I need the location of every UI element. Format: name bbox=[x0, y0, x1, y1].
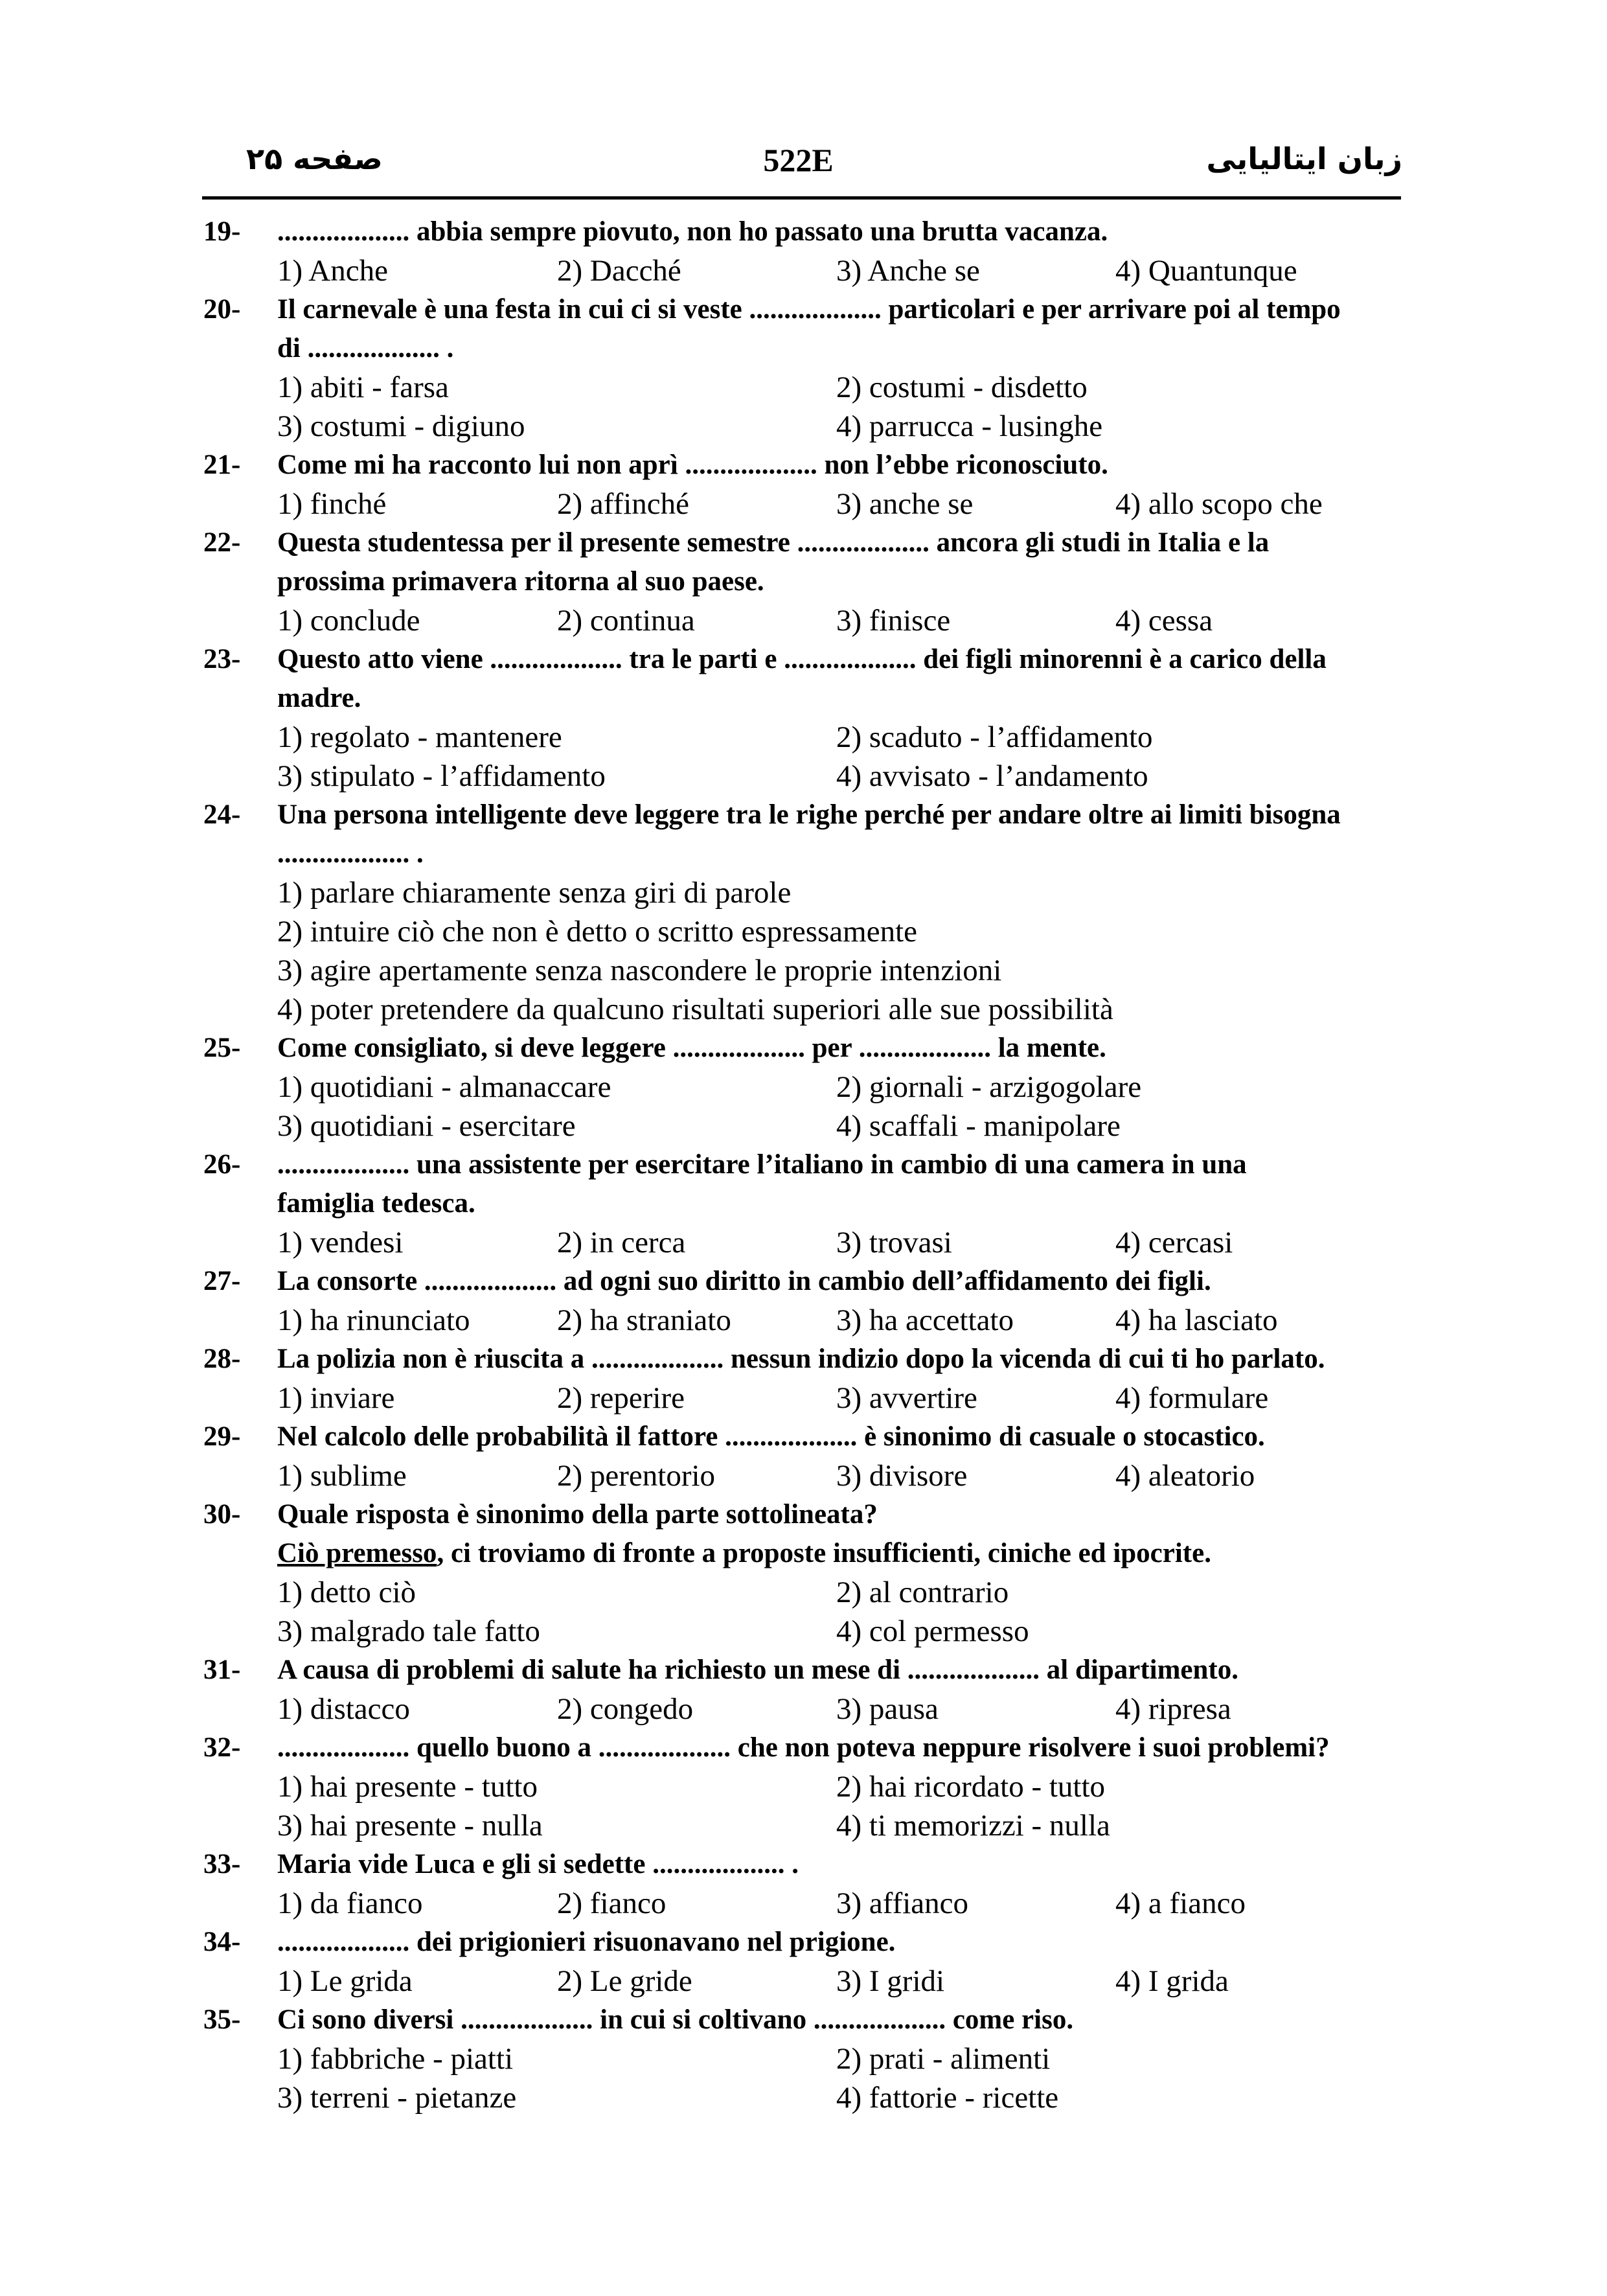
questions-list bbox=[203, 212, 1402, 2117]
options-row bbox=[203, 1573, 1402, 1612]
question-number: 33- bbox=[203, 1849, 241, 1879]
option-1[interactable]: 1) quotidiani - almanaccare bbox=[277, 1070, 611, 1104]
option-4[interactable]: 4) scaffali - manipolare bbox=[836, 1109, 1121, 1143]
options-row bbox=[203, 1690, 1402, 1728]
option-3[interactable]: 3) pausa bbox=[836, 1692, 939, 1726]
option-4[interactable]: 4) ripresa bbox=[1115, 1692, 1231, 1726]
question-number: 34- bbox=[203, 1927, 241, 1957]
options-row bbox=[203, 1301, 1402, 1340]
question-number: 23- bbox=[203, 644, 241, 674]
options-row bbox=[203, 601, 1402, 640]
option-1[interactable]: 1) Anche bbox=[277, 254, 388, 288]
options-row bbox=[203, 407, 1402, 446]
option-4[interactable]: 4) formulare bbox=[1115, 1381, 1269, 1415]
subject-title: زبان ایتالیایی bbox=[1206, 141, 1402, 176]
question-number: 22- bbox=[203, 527, 241, 558]
option-2[interactable]: 2) hai ricordato - tutto bbox=[836, 1770, 1106, 1804]
question-30 bbox=[203, 1495, 1402, 1534]
option-3[interactable]: 3) finisce bbox=[836, 604, 951, 637]
option-1[interactable]: 1) conclude bbox=[277, 604, 420, 637]
question-26 bbox=[203, 1145, 1402, 1184]
exam-code: 522E bbox=[763, 142, 834, 178]
option-3[interactable]: 3) trovasi bbox=[836, 1226, 952, 1259]
question-28 bbox=[203, 1340, 1402, 1379]
option-2[interactable]: 2) fianco bbox=[557, 1887, 667, 1920]
option-1[interactable]: 1) detto ciò bbox=[277, 1576, 416, 1609]
question-number: 26- bbox=[203, 1149, 241, 1180]
option-label: 2) intuire ciò che non è detto o scritto espressamente bbox=[277, 915, 917, 948]
header-divider bbox=[202, 196, 1401, 200]
question-number: 30- bbox=[203, 1499, 241, 1530]
option-1[interactable]: 1) Le grida bbox=[277, 1964, 413, 1998]
options-row bbox=[203, 1767, 1402, 1806]
option-1[interactable]: 1) da fianco bbox=[277, 1887, 423, 1920]
page-number-label: صفحه ۲۵ bbox=[246, 141, 383, 176]
option-2[interactable]: 2) costumi - disdetto bbox=[836, 371, 1088, 404]
question-text-continued: famiglia tedesca. bbox=[277, 1188, 475, 1219]
options-row bbox=[203, 1612, 1402, 1651]
option-4[interactable]: 4) aleatorio bbox=[1115, 1459, 1255, 1493]
page-header bbox=[194, 141, 1402, 187]
question-text: Maria vide Luca e gli si sedette ................... . bbox=[277, 1849, 799, 1879]
question-text-continued: ................... . bbox=[277, 838, 424, 869]
question-31 bbox=[203, 1651, 1402, 1690]
question-number: 25- bbox=[203, 1033, 241, 1063]
options-row bbox=[203, 1379, 1402, 1418]
option-2[interactable]: 2) in cerca bbox=[557, 1226, 686, 1259]
option-3[interactable]: 3) affianco bbox=[836, 1887, 968, 1920]
options-row bbox=[203, 1884, 1402, 1923]
option-label: 3) agire apertamente senza nascondere le proprie intenzioni bbox=[277, 954, 1002, 987]
option-2[interactable]: 2) giornali - arzigogolare bbox=[836, 1070, 1142, 1104]
option-4[interactable] bbox=[203, 990, 1402, 1029]
options-row bbox=[203, 1107, 1402, 1145]
option-2[interactable]: 2) reperire bbox=[557, 1381, 685, 1415]
underlined-phrase: Ciò premesso bbox=[277, 1538, 437, 1568]
options-row bbox=[203, 485, 1402, 523]
option-4[interactable]: 4) parrucca - lusinghe bbox=[836, 409, 1103, 443]
option-3[interactable]: 3) costumi - digiuno bbox=[277, 409, 525, 443]
question-number: 20- bbox=[203, 294, 241, 325]
option-4[interactable]: 4) cercasi bbox=[1115, 1226, 1233, 1259]
question-number: 21- bbox=[203, 450, 241, 480]
question-text-continued: madre. bbox=[277, 683, 361, 713]
option-1[interactable]: 1) fabbriche - piatti bbox=[277, 2042, 514, 2076]
question-text: Questa studentessa per il presente semestre ................... ancora gli studi in Italia e la bbox=[277, 527, 1270, 558]
option-3[interactable]: 3) malgrado tale fatto bbox=[277, 1614, 540, 1648]
option-1[interactable]: 1) abiti - farsa bbox=[277, 371, 449, 404]
options-row bbox=[203, 1806, 1402, 1845]
question-number: 29- bbox=[203, 1421, 241, 1452]
option-label: 4) poter pretendere da qualcuno risultati superiori alle sue possibilità bbox=[277, 993, 1113, 1026]
option-2[interactable] bbox=[203, 912, 1402, 951]
option-4[interactable]: 4) col permesso bbox=[836, 1614, 1029, 1648]
option-1[interactable] bbox=[203, 873, 1402, 912]
options-row bbox=[203, 1223, 1402, 1262]
question-text: La polizia non è riuscita a ................... nessun indizio dopo la vicenda di cui ti ho parlato. bbox=[277, 1344, 1325, 1374]
question-text-continued bbox=[203, 1534, 1402, 1573]
option-1[interactable]: 1) regolato - mantenere bbox=[277, 720, 562, 754]
option-4[interactable]: 4) cessa bbox=[1115, 604, 1213, 637]
option-4[interactable]: 4) allo scopo che bbox=[1115, 487, 1323, 521]
option-3[interactable]: 3) avvertire bbox=[836, 1381, 977, 1415]
question-number: 24- bbox=[203, 799, 241, 830]
option-3[interactable]: 3) Anche se bbox=[836, 254, 980, 288]
option-2[interactable]: 2) scaduto - l’affidamento bbox=[836, 720, 1153, 754]
option-3[interactable]: 3) quotidiani - esercitare bbox=[277, 1109, 576, 1143]
option-2[interactable]: 2) prati - alimenti bbox=[836, 2042, 1051, 2076]
option-4[interactable]: 4) fattorie - ricette bbox=[836, 2081, 1059, 2115]
option-3[interactable] bbox=[203, 951, 1402, 990]
option-2[interactable]: 2) ha straniato bbox=[557, 1303, 731, 1337]
option-1[interactable]: 1) ha rinunciato bbox=[277, 1303, 470, 1337]
option-3[interactable]: 3) anche se bbox=[836, 487, 974, 521]
option-2[interactable]: 2) continua bbox=[557, 604, 695, 637]
option-label: 1) parlare chiaramente senza giri di parole bbox=[277, 876, 792, 910]
options-row bbox=[203, 251, 1402, 290]
question-35 bbox=[203, 2001, 1402, 2039]
question-21 bbox=[203, 446, 1402, 485]
question-24 bbox=[203, 796, 1402, 834]
question-text-continued: di ................... . bbox=[277, 333, 454, 363]
option-4[interactable]: 4) a fianco bbox=[1115, 1887, 1246, 1920]
option-2[interactable]: 2) perentorio bbox=[557, 1459, 716, 1493]
options-row bbox=[203, 757, 1402, 796]
question-number: 32- bbox=[203, 1732, 241, 1763]
question-27 bbox=[203, 1262, 1402, 1301]
question-text: Ci sono diversi ................... in cui si coltivano ................... come riso. bbox=[277, 2004, 1074, 2035]
question-text: ................... abbia sempre piovuto, non ho passato una brutta vacanza. bbox=[277, 216, 1108, 247]
question-19 bbox=[203, 212, 1402, 251]
question-text: Quale risposta è sinonimo della parte sottolineata? bbox=[277, 1499, 878, 1530]
option-4[interactable]: 4) I grida bbox=[1115, 1964, 1229, 1998]
question-25 bbox=[203, 1029, 1402, 1068]
option-4[interactable]: 4) avvisato - l’andamento bbox=[836, 759, 1148, 793]
options-row bbox=[203, 2039, 1402, 2078]
option-4[interactable]: 4) Quantunque bbox=[1115, 254, 1297, 288]
option-1[interactable]: 1) hai presente - tutto bbox=[277, 1770, 538, 1804]
option-2[interactable]: 2) affinché bbox=[557, 487, 689, 521]
question-32 bbox=[203, 1728, 1402, 1767]
question-text: ................... una assistente per esercitare l’italiano in cambio di una camera in una bbox=[277, 1149, 1247, 1180]
question-text: A causa di problemi di salute ha richiesto un mese di ................... al dipartimento. bbox=[277, 1655, 1238, 1685]
option-2[interactable]: 2) Le gride bbox=[557, 1964, 692, 1998]
option-2[interactable]: 2) Dacché bbox=[557, 254, 681, 288]
question-text: ................... quello buono a ................... che non poteva neppure risolvere i suoi problemi? bbox=[277, 1732, 1330, 1763]
option-1[interactable]: 1) finché bbox=[277, 487, 387, 521]
option-3[interactable]: 3) ha accettato bbox=[836, 1303, 1014, 1337]
option-3[interactable]: 3) stipulato - l’affidamento bbox=[277, 759, 606, 793]
question-20 bbox=[203, 290, 1402, 329]
question-number: 27- bbox=[203, 1266, 241, 1296]
question-text-continued: prossima primavera ritorna al suo paese. bbox=[277, 566, 764, 597]
question-29 bbox=[203, 1418, 1402, 1456]
question-text: Il carnevale è una festa in cui ci si veste ................... particolari e per arrivare poi al tempo bbox=[277, 294, 1341, 325]
question-text: Come mi ha racconto lui non aprì ................... non l’ebbe riconosciuto. bbox=[277, 450, 1108, 480]
options-row bbox=[203, 2078, 1402, 2117]
question-34 bbox=[203, 1923, 1402, 1962]
option-1[interactable]: 1) distacco bbox=[277, 1692, 410, 1726]
sentence-rest: , ci troviamo di fronte a proposte insufficienti, ciniche ed ipocrite. bbox=[437, 1538, 1211, 1568]
option-1[interactable]: 1) inviare bbox=[277, 1381, 395, 1415]
option-2[interactable]: 2) al contrario bbox=[836, 1576, 1009, 1609]
option-3[interactable]: 3) divisore bbox=[836, 1459, 968, 1493]
question-text: Una persona intelligente deve leggere tra le righe perché per andare oltre ai limiti bisogna bbox=[277, 799, 1341, 830]
question-text: Come consigliato, si deve leggere ................... per ................... la mente. bbox=[277, 1033, 1106, 1063]
question-number: 31- bbox=[203, 1655, 241, 1685]
option-4[interactable]: 4) ti memorizzi - nulla bbox=[836, 1809, 1110, 1843]
question-text: Questo atto viene ................... tra le parti e ................... dei figli minorenni è a carico della bbox=[277, 644, 1327, 674]
option-3[interactable]: 3) I gridi bbox=[836, 1964, 945, 1998]
option-2[interactable]: 2) congedo bbox=[557, 1692, 694, 1726]
option-1[interactable]: 1) vendesi bbox=[277, 1226, 404, 1259]
question-text: La consorte ................... ad ogni suo diritto in cambio dell’affidamento dei figli. bbox=[277, 1266, 1211, 1296]
question-33 bbox=[203, 1845, 1402, 1884]
option-3[interactable]: 3) terreni - pietanze bbox=[277, 2081, 517, 2115]
question-text: Nel calcolo delle probabilità il fattore ................... è sinonimo di casuale o stocastico. bbox=[277, 1421, 1265, 1452]
question-23 bbox=[203, 640, 1402, 679]
options-row bbox=[203, 718, 1402, 757]
question-number: 28- bbox=[203, 1344, 241, 1374]
question-22 bbox=[203, 523, 1402, 562]
option-3[interactable]: 3) hai presente - nulla bbox=[277, 1809, 543, 1843]
options-row bbox=[203, 1456, 1402, 1495]
question-number: 19- bbox=[203, 216, 241, 247]
question-text: ................... dei prigionieri risuonavano nel prigione. bbox=[277, 1927, 896, 1957]
option-1[interactable]: 1) sublime bbox=[277, 1459, 407, 1493]
question-number: 35- bbox=[203, 2004, 241, 2035]
option-4[interactable]: 4) ha lasciato bbox=[1115, 1303, 1278, 1337]
options-row bbox=[203, 1962, 1402, 2001]
options-row bbox=[203, 1068, 1402, 1107]
options-row bbox=[203, 368, 1402, 407]
